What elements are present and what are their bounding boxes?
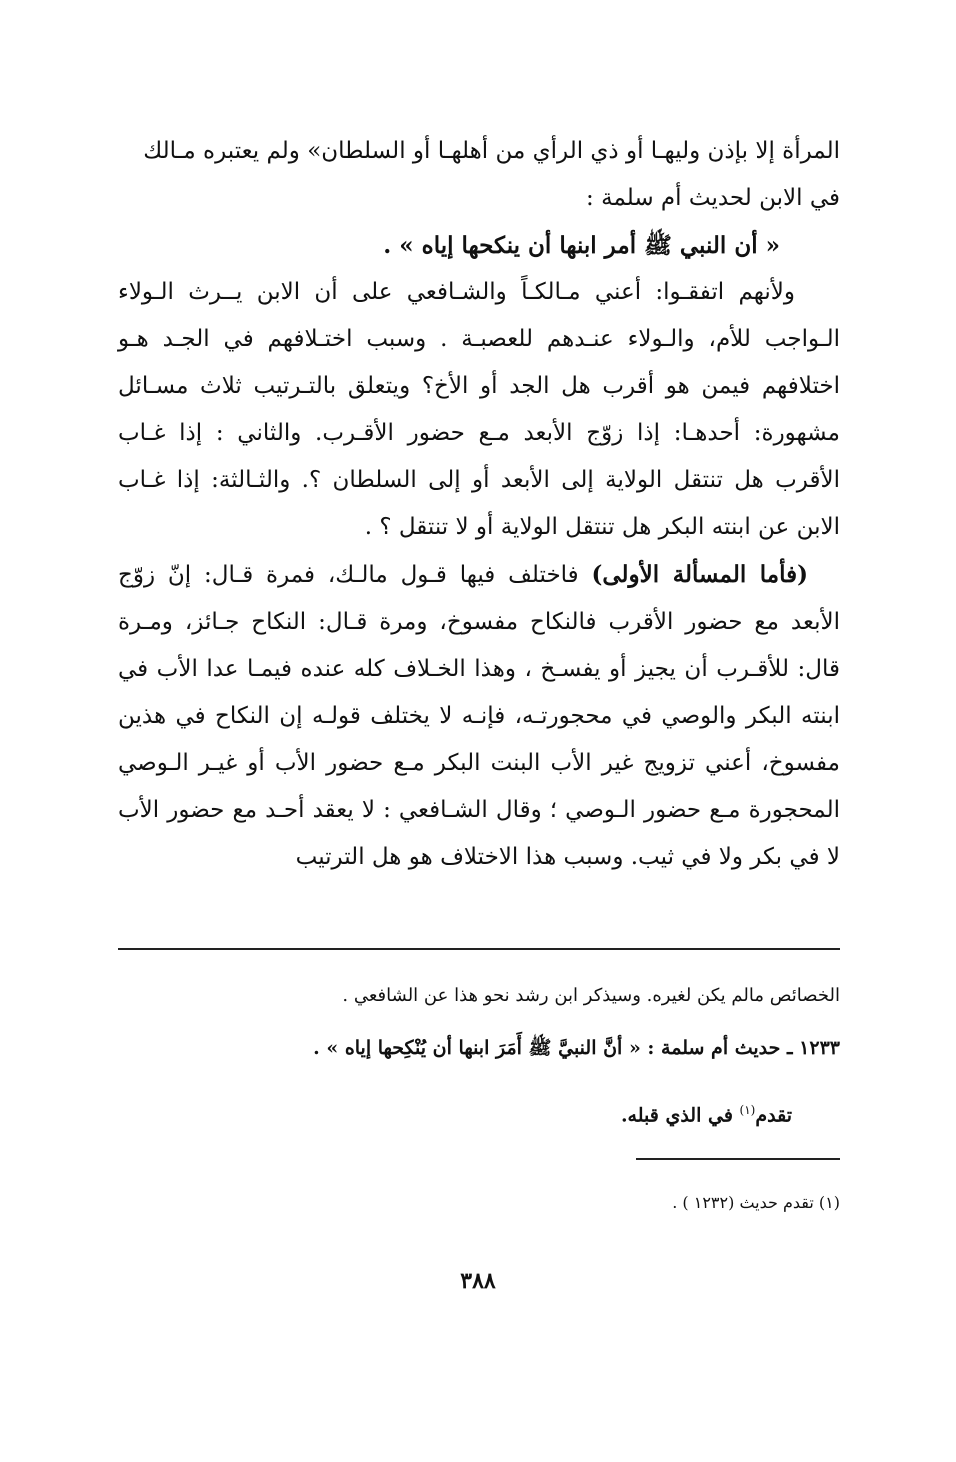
paragraph-1-line-2: في الابن لحديث أم سلمة : — [586, 185, 840, 211]
sub-footnote-divider — [636, 1158, 840, 1160]
footnote-ref-prefix: تقدم — [755, 1104, 792, 1127]
main-text — [118, 128, 840, 881]
paragraph-1-line-1: المرأة إلا بإذن وليهـا أو ذي الرأي من أهلهـا أو السلطان» ولم يعتبره مـالك — [143, 138, 840, 164]
footnote-divider — [118, 948, 840, 950]
sub-footnote: (١) تقدم حديث (١٢٣٢ ) . — [672, 1193, 840, 1212]
footnote-line-1: الخصائص مالم يكن لغيره. وسيذكر ابن رشد نحو هذا عن الشافعي . — [342, 985, 840, 1006]
footnotes — [118, 976, 840, 1135]
page-number: ٣٨٨ — [460, 1268, 496, 1294]
footnote-marker: (١) — [739, 1103, 756, 1117]
footnote-reference — [118, 1090, 840, 1135]
paragraph-3-text: فاختلف فيها قـول مالـك، فمرة قـال: إنّ زوّج الأبعد مع حضور الأقرب فالنكاح مفسوخ، ومرة قـال: النكاح جـائز، ومـرة قال: للأقـرب أن يجيز أو يفسـخ ، وهذا الخـلاف كله عنده فيمـا عدا الأب في ابنته البكر والوصي في محجورتـه، فإنـه لا يختلف قولـه إن النكاح في هذين مفسوخ، أعني تزويج غير الأب البنت البكر مـع حضور الأب أو غيـر الـوصي المحجورة مـع حضور الـوصي ؛ وقال الشـافعي : لا يعقد أحـد مع حضور الأب لا في بكر ولا في ثيب. وسبب هذا الاختلاف هو هل الترتيب — [118, 562, 840, 870]
footnote-ref-suffix: في الذي قبله. — [620, 1104, 740, 1127]
footnote-hadith-1233: ١٢٣٣ ـ حديث أم سلمة : « أنَّ النبيَّ ﷺ أَمَرَ ابنها أن يُنْكِحها إياه » . — [313, 1037, 840, 1059]
paragraph-2: ولأنهم اتفقـوا: أعني مـالكـاً والشـافعي على أن الابن يــرث الـولاء الـواجب للأم، والـولاء عنـدهم للعصبـة . وسبب اختـلافهم في الجـد هـو اختلافهم فيمن هو أقرب هل الجد أو الأخ؟ ويتعلق بالتـرتيب ثلاث مسـائل مشهورة: أحدهـا: إذا زوّج الأبعد مـع حضور الأقـرب. والثاني : إذا غـاب الأقرب هل تنتقل الولاية إلى الأبعد أو إلى السلطان ؟. والثـالثة: إذا غـاب الابن عن ابنته البكر هل تنتقل الولاية أو لا تنتقل ؟ . — [118, 279, 840, 540]
hadith-quote: « أن النبي ﷺ أمر ابنها أن ينكحها إياه » . — [383, 232, 780, 259]
section-heading: (فأما المسألة الأولى) — [591, 561, 808, 588]
paragraph-3 — [118, 551, 840, 881]
